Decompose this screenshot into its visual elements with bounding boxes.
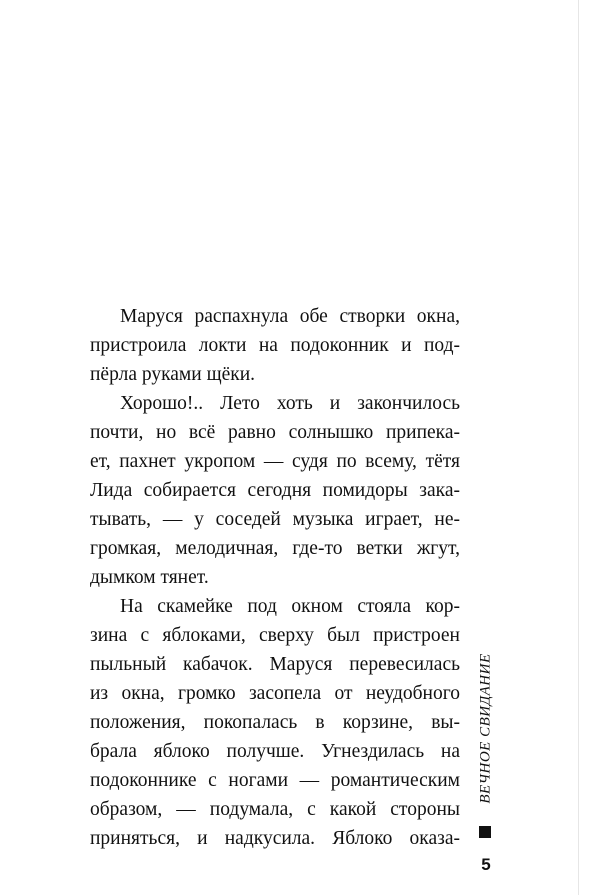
text-line: Хорошо!.. Лето хоть и закончилось	[120, 393, 460, 414]
page-number: 5	[481, 855, 491, 874]
page-edge	[578, 0, 579, 895]
text-line: Лида собирается сегодня помидоры зака-	[90, 480, 460, 501]
text-line: пёрла руками щёки.	[90, 364, 256, 385]
text-line: зина с яблоками, сверху был пристроен	[90, 625, 460, 646]
text-line: дымком тянет.	[90, 567, 209, 588]
text-line: почти, но всё равно солнышко припека-	[90, 422, 460, 443]
running-title	[474, 640, 498, 816]
text-line: подоконнике с ногами — романтическим	[90, 770, 460, 791]
running-title-text: ВЕЧНОЕ СВИДАНИЕ	[477, 652, 494, 804]
text-line: брала яблоко получше. Угнездилась на	[90, 741, 460, 762]
body-text	[90, 302, 460, 853]
square-bullet-icon	[479, 826, 491, 838]
text-line: из окна, громко засопела от неудобного	[90, 683, 460, 704]
text-line: пристроила локти на подоконник и под-	[90, 335, 460, 356]
text-line: Маруся распахнула обе створки окна,	[120, 306, 460, 327]
text-line: ет, пахнет укропом — судя по всему, тётя	[90, 451, 460, 472]
text-line: На скамейке под окном стояла кор-	[120, 596, 460, 617]
text-line: тывать, — у соседей музыка играет, не-	[90, 509, 460, 530]
text-line: пыльный кабачок. Маруся перевесилась	[90, 654, 460, 675]
text-line: приняться, и надкусила. Яблоко оказа-	[90, 828, 460, 849]
text-line: положения, покопалась в корзине, вы-	[90, 712, 460, 733]
text-line: громкая, мелодичная, где-то ветки жгут,	[90, 538, 460, 559]
text-line: образом, — подумала, с какой стороны	[90, 799, 460, 820]
